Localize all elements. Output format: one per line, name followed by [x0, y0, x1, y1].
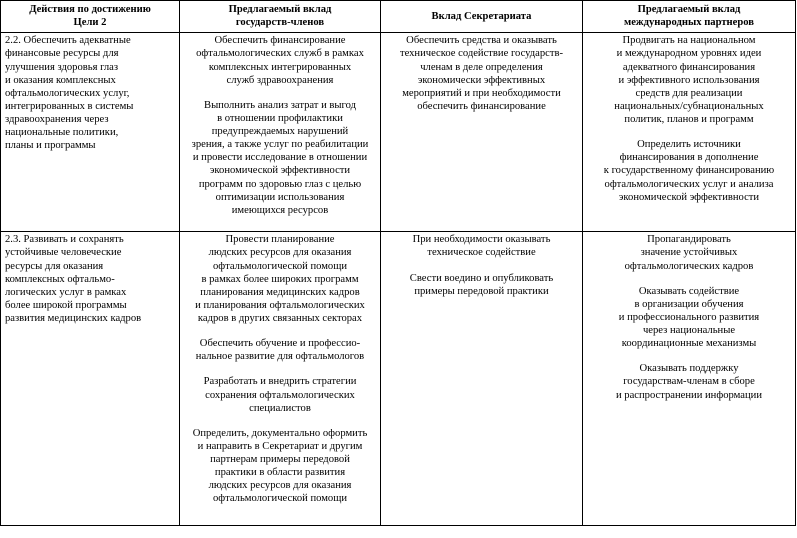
secretariat-cell: Обеспечить средства и оказывать техническое содействие государств- членам в деле определения экономически эффективных мероприятий и при необходимости обеспечить финансирование [381, 33, 583, 232]
member-states-cell: Провести планирование людских ресурсов для оказания офтальмологической помощи в рамках более широких программ планирования медицинских кадров и планирования офтальмологических кадров в других связанных секторах Обеспечить обучение и профессио- нальное развитие для офтальмологов Разработать и внедрить стратегии сохранения офтальмологических специалистов Определить, документально оформить и направить в Секретариат и другим партнерам примеры передовой практики в области развития людских ресурсов для оказания офтальмологической помощи [180, 232, 381, 526]
action-cell: 2.3. Развивать и сохранять устойчивые человеческие ресурсы для оказания комплексных офтальмо- логических услуг в рамках более широкой программы развития медицинских кадров [1, 232, 180, 526]
header-actions: Действия по достижению Цели 2 [1, 1, 180, 33]
partners-cell: Продвигать на национальном и международном уровнях идеи адекватного финансирования и эффективного использования средств для реализации национальных/субнациональных политик, планов и программ Определить источники финансирования в дополнение к государственному финансированию офтальмологических услуг и анализа экономической эффективности [583, 33, 796, 232]
header-member-states: Предлагаемый вклад государств-членов [180, 1, 381, 33]
header-secretariat: Вклад Секретариата [381, 1, 583, 33]
header-row [1, 1, 796, 33]
member-states-cell: Обеспечить финансирование офтальмологических служб в рамках комплексных интегрированных служб здравоохранения Выполнить анализ затрат и выгод в отношении профилактики предупреждаемых нарушений зрения, а также услуг по реабилитации и провести исследование в отношении экономической эффективности программ по здоровью глаз с целью оптимизации использования имеющихся ресурсов [180, 33, 381, 232]
table-row [1, 232, 796, 526]
secretariat-cell: При необходимости оказывать техническое содействие Свести воедино и опубликовать примеры передовой практики [381, 232, 583, 526]
partners-cell: Пропагандировать значение устойчивых офтальмологических кадров Оказывать содействие в организации обучения и профессионального развития через национальные координационные механизмы Оказывать поддержку государствам-членам в сборе и распространении информации [583, 232, 796, 526]
table-row [1, 33, 796, 232]
header-partners: Предлагаемый вклад международных партнеров [583, 1, 796, 33]
action-cell: 2.2. Обеспечить адекватные финансовые ресурсы для улучшения здоровья глаз и оказания комплексных офтальмологических услуг, интегрированных в системы здравоохранения через национальные политики, планы и программы [1, 33, 180, 232]
